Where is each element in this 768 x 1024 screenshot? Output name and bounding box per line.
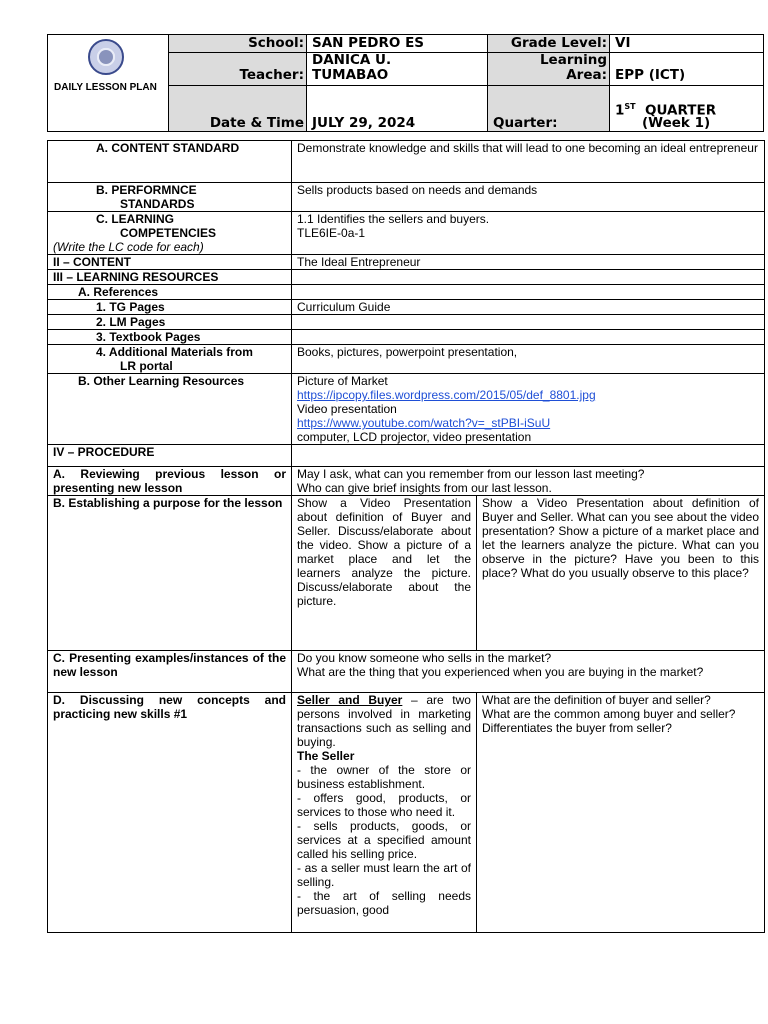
seller-point-1: - the owner of the store or business establishment. <box>297 763 471 791</box>
row-lm-pages <box>48 315 765 330</box>
content-standard-label: A. CONTENT STANDARD <box>48 141 292 183</box>
school-value: SAN PEDRO ES <box>312 35 425 51</box>
row-tg-pages <box>48 300 765 315</box>
row-learning-competencies <box>48 212 765 255</box>
other-line-5: computer, LCD projector, video presentation <box>297 430 532 444</box>
establishing-right: Show a Video Presentation about definition of Buyer and Seller. What can you see about the video presentation? Show a picture of a market place and let the learners analyze the picture. What can you observe in the picture? Have you been to this place? What do you usually observe to this place? <box>477 496 765 651</box>
seller-point-4: - as a seller must learn the art of selling. <box>297 861 471 889</box>
quarter-value: 1ST QUARTER <box>615 102 717 119</box>
discussing-question-2: What are the common among buyer and seller? <box>482 707 736 721</box>
school-label: School: <box>248 35 304 51</box>
row-additional-materials <box>48 345 765 374</box>
grade-label: Grade Level: <box>510 35 607 51</box>
date-label: Date & Time <box>209 115 304 131</box>
row-content <box>48 255 765 270</box>
row-content-standard <box>48 141 765 183</box>
logo-cell <box>48 35 169 131</box>
row-reviewing <box>48 467 765 496</box>
quarter-label: Quarter: <box>493 115 558 131</box>
tg-pages-value: Curriculum Guide <box>292 300 765 315</box>
performance-value: Sells products based on needs and demands <box>292 183 765 212</box>
discussing-question-3: Differentiates the buyer from seller? <box>482 721 672 735</box>
other-resources-label: B. Other Learning Resources <box>48 374 292 445</box>
learning-resources-label: III – LEARNING RESOURCES <box>48 270 292 285</box>
discussing-question-1: What are the definition of buyer and seller? <box>482 693 711 707</box>
area-value: EPP (ICT) <box>615 67 686 83</box>
deped-seal-icon <box>88 39 124 75</box>
date-value: JULY 29, 2024 <box>312 115 416 131</box>
header-table <box>47 34 764 132</box>
textbook-pages-label: 3. Textbook Pages <box>48 330 292 345</box>
seller-point-2: - offers good, products, or services to those who need it. <box>297 791 471 819</box>
grade-value: VI <box>615 35 631 51</box>
seller-buyer-intro: – are two persons involved in marketing transactions such as selling and buying. <box>297 693 471 749</box>
lesson-plan-page <box>47 34 765 917</box>
establishing-left: Show a Video Presentation about definition of Buyer and Seller. Discuss/elaborate about the video. Show a picture of a market place and let the learners analyze the picture. Discuss/elaborate about the picture. <box>292 496 477 651</box>
other-line-3: Video presentation <box>297 402 397 416</box>
area-label-line1: Learning <box>539 52 607 68</box>
presenting-label: C. Presenting examples/instances of the new lesson <box>48 651 292 693</box>
plan-label: DAILY LESSON PLAN <box>54 82 157 93</box>
seller-point-5: - the art of selling needs persuasion, good <box>297 889 471 917</box>
additional-value: Books, pictures, powerpoint presentation, <box>292 345 765 374</box>
reviewing-line-2: Who can give brief insights from our last lesson. <box>297 481 552 495</box>
tg-pages-label: 1. TG Pages <box>48 300 292 315</box>
competency-code: TLE6IE-0a-1 <box>297 226 366 240</box>
competencies-label-1: C. LEARNING <box>96 212 174 226</box>
lesson-table <box>47 140 765 933</box>
content-label: II – CONTENT <box>48 255 292 270</box>
row-discussing <box>48 693 765 933</box>
other-line-1: Picture of Market <box>297 374 388 388</box>
teacher-label: Teacher: <box>239 67 304 83</box>
row-textbook-pages <box>48 330 765 345</box>
row-performance-standards <box>48 183 765 212</box>
presenting-line-2: What are the thing that you experienced when you are buying in the market? <box>297 665 704 679</box>
references-label: A. References <box>48 285 292 300</box>
discussing-label: D. Discussing new concepts and practicing new skills #1 <box>48 693 292 933</box>
competencies-note: (Write the LC code for each) <box>53 240 204 254</box>
performance-label-1: B. PERFORMNCE <box>96 183 197 197</box>
seller-point-3: - sells products, goods, or services at a specified amount called his selling price. <box>297 819 471 861</box>
teacher-value-line2: TUMABAO <box>312 67 389 83</box>
procedure-label: IV – PROCEDURE <box>48 445 292 467</box>
row-learning-resources <box>48 270 765 285</box>
additional-label-2: LR portal <box>120 359 173 373</box>
area-label-line2: Area: <box>566 67 607 83</box>
competency-1: 1.1 Identifies the sellers and buyers. <box>297 212 490 226</box>
presenting-line-1: Do you know someone who sells in the market? <box>297 651 552 665</box>
video-link[interactable]: https://www.youtube.com/watch?v=_stPBI-iSuU <box>297 416 551 430</box>
reviewing-line-1: May I ask, what can you remember from our lesson last meeting? <box>297 467 645 481</box>
establishing-label: B. Establishing a purpose for the lesson <box>48 496 292 651</box>
row-references <box>48 285 765 300</box>
additional-label-1: 4. Additional Materials from <box>96 345 253 359</box>
content-standard-value: Demonstrate knowledge and skills that will lead to one becoming an ideal entrepreneur <box>292 141 765 183</box>
content-value: The Ideal Entrepreneur <box>292 255 765 270</box>
teacher-value-line1: DANICA U. <box>312 52 392 68</box>
seller-heading: The Seller <box>297 749 355 763</box>
quarter-week: (Week 1) <box>642 115 711 131</box>
row-presenting <box>48 651 765 693</box>
row-other-resources <box>48 374 765 445</box>
reviewing-label: A. Reviewing previous lesson or presenting new lesson <box>48 467 292 496</box>
performance-label-2: STANDARDS <box>120 197 195 211</box>
row-procedure <box>48 445 765 467</box>
lm-pages-label: 2. LM Pages <box>48 315 292 330</box>
market-picture-link[interactable]: https://ipcopy.files.wordpress.com/2015/05/def_8801.jpg <box>297 388 596 402</box>
competencies-label-2: COMPETENCIES <box>120 226 217 240</box>
seller-buyer-title: Seller and Buyer <box>297 693 403 707</box>
row-establishing <box>48 496 765 651</box>
